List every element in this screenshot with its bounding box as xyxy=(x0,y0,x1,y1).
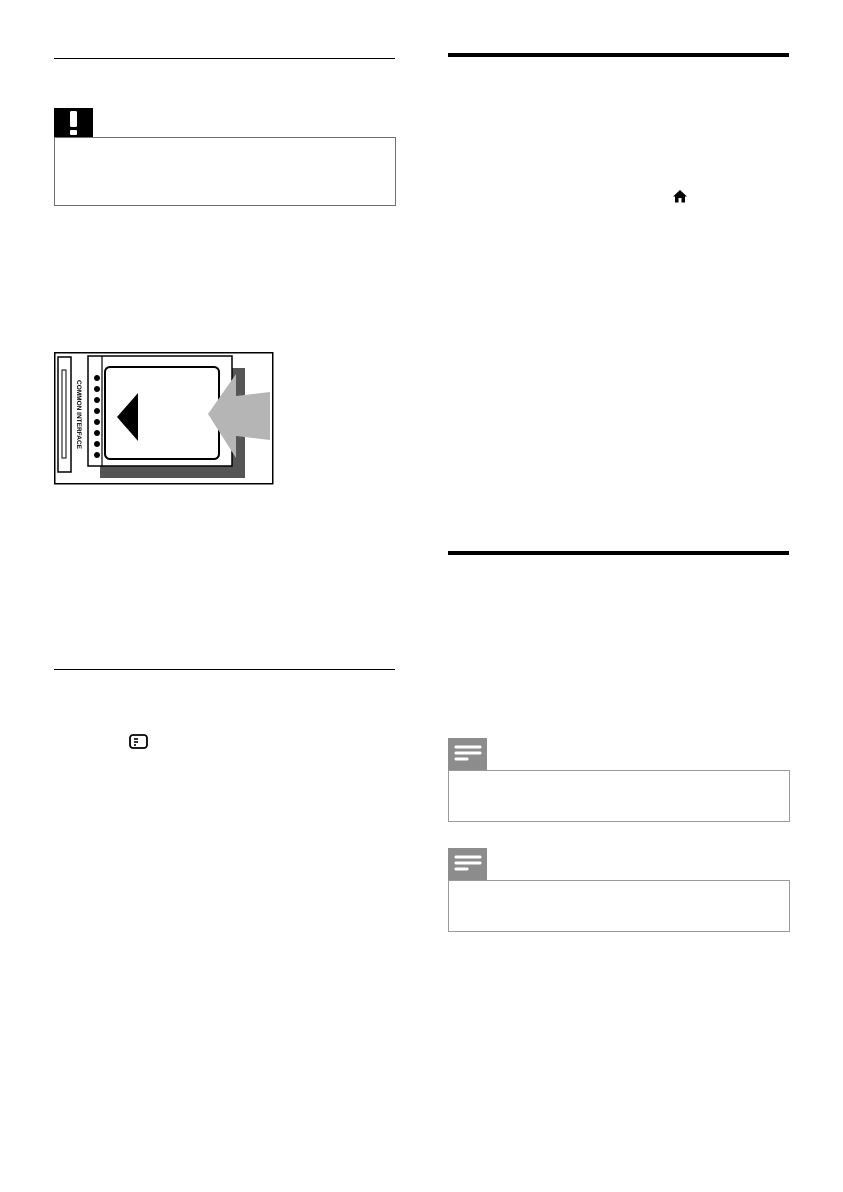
ci-slot xyxy=(58,357,71,472)
note-box xyxy=(448,880,790,932)
note-box xyxy=(448,770,790,822)
section-rule xyxy=(448,53,789,57)
note-icon xyxy=(448,738,487,770)
note-tab xyxy=(448,848,487,880)
exclamation-icon xyxy=(54,108,93,138)
options-icon xyxy=(129,734,148,749)
note-icon xyxy=(448,848,487,880)
section-rule xyxy=(54,58,395,59)
section-rule xyxy=(448,551,789,555)
home-icon xyxy=(673,190,687,203)
section-rule xyxy=(54,669,395,670)
caution-box xyxy=(54,137,396,206)
ci-slot-label: COMMON INTERFACE xyxy=(75,380,82,449)
note-tab xyxy=(448,738,487,770)
cam-insertion-illustration xyxy=(54,352,274,485)
caution-tab xyxy=(54,108,93,138)
